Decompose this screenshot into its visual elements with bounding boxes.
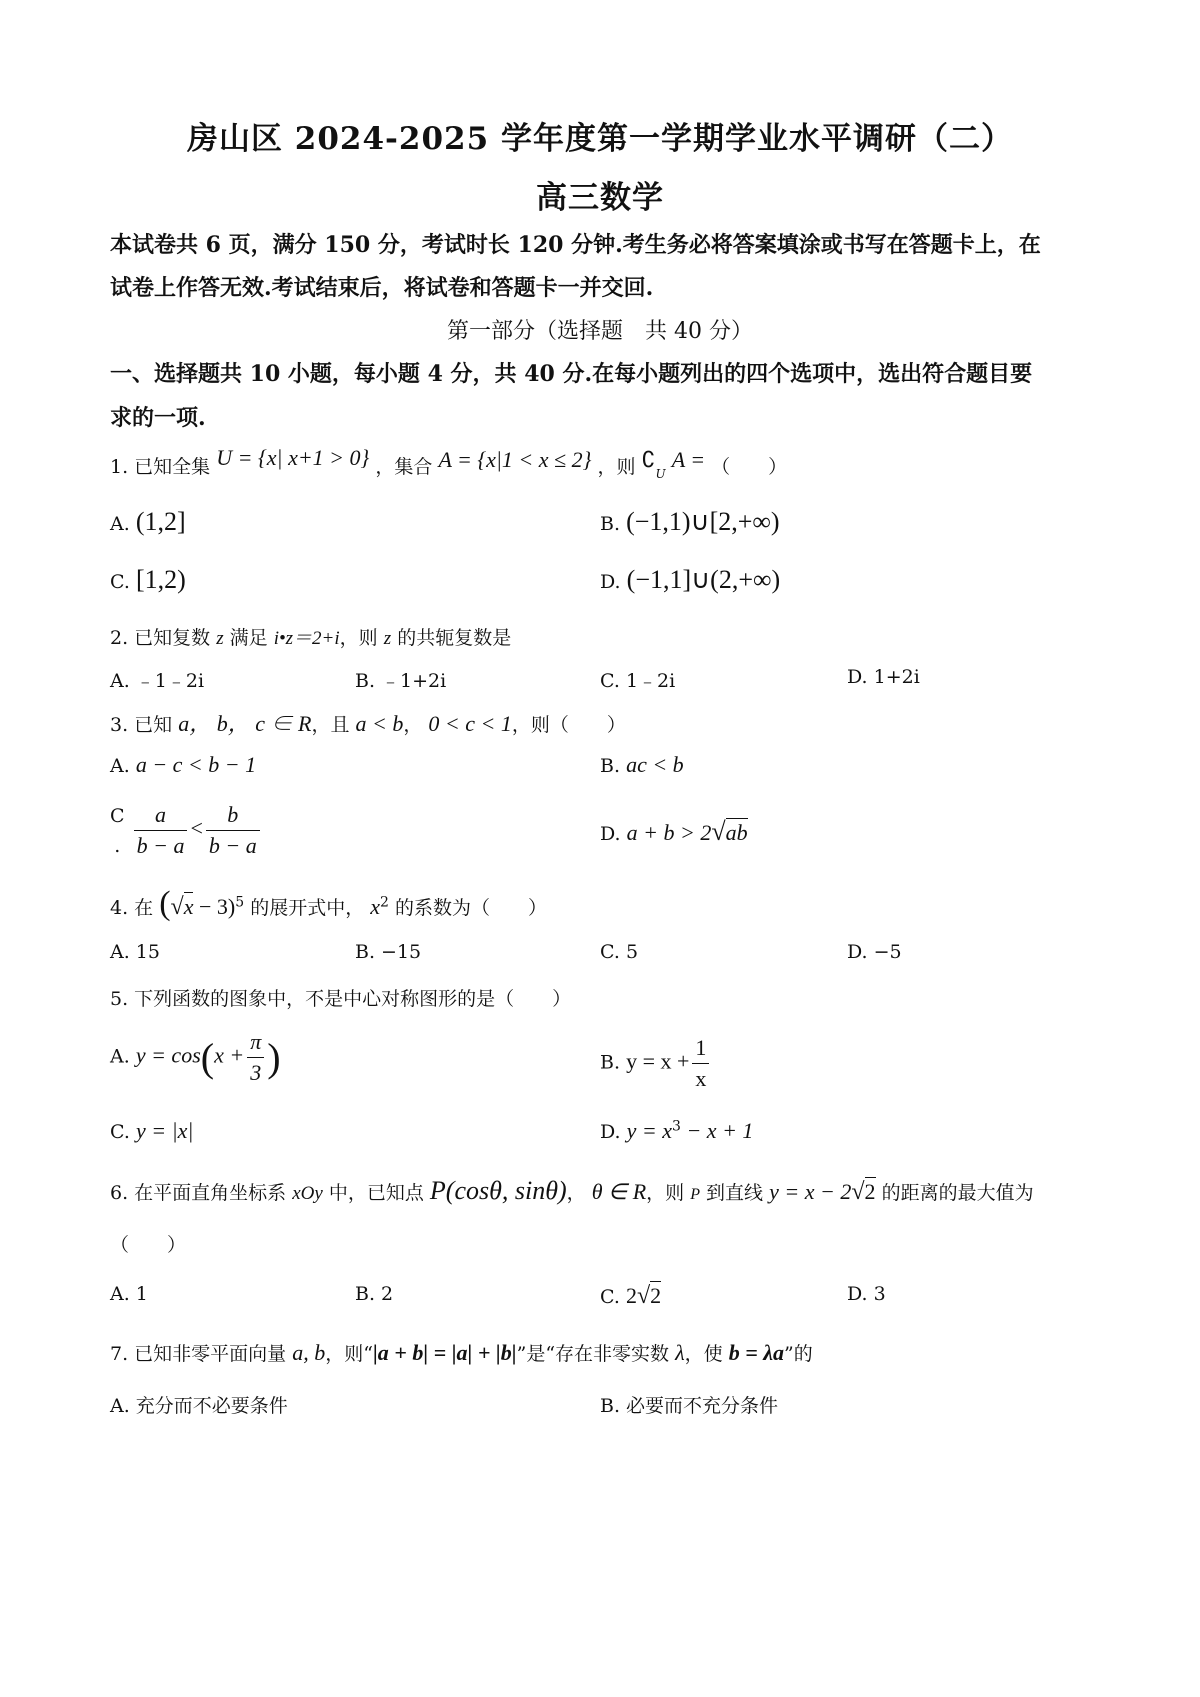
exam-title: 房山区 2024-2025 学年度第一学期学业水平调研（二） <box>186 121 1013 157</box>
q2-option-b[interactable]: B. ﹣1+2i <box>355 670 447 692</box>
q3-option-d[interactable]: D. a + b > 2√ab <box>600 817 748 846</box>
q3-stem: 3. 已知 a， b， c ∈ R，且 a < b， 0 < c < 1，则（ ） <box>110 711 626 736</box>
q6-option-a[interactable]: A. 1 <box>110 1283 148 1305</box>
q2-option-c[interactable]: C. 1﹣2i <box>600 670 676 692</box>
q6-option-c[interactable]: C. 2√2 <box>600 1283 662 1309</box>
q3-option-a[interactable]: A. a − c < b − 1 <box>110 752 257 777</box>
part1-desc-line-1: 一、选择题共 10 小题，每小题 4 分，共 40 分.在每小题列出的四个选项中，选出符合题目要 <box>110 361 1033 387</box>
q3-option-b[interactable]: B. ac < b <box>600 752 684 777</box>
q2-stem: 2. 已知复数 z 满足 i•z＝2+i，则 z 的共轭复数是 <box>110 627 512 649</box>
q7-option-b[interactable]: B. 必要而不充分条件 <box>600 1395 779 1417</box>
q5-option-d[interactable]: D. $y = x^3 - x + 1$ <box>600 1118 754 1143</box>
q7-stem: 7. 已知非零平面向量 a, b，则“|a + b| = |a| + |b|”是“存在非零实数 λ，使 b = λa”的 <box>110 1340 813 1365</box>
q5-option-b[interactable]: B. y = x + $\frac{1}{x}$ <box>600 1033 712 1094</box>
q2-option-d[interactable]: D. 1+2i <box>847 666 920 688</box>
q4-option-b[interactable]: B. −15 <box>355 941 422 963</box>
q4-stem: 4. 在 $(√x - 3)^5$ 的展开式中， $x^2$ 的系数为（ ） <box>110 885 547 922</box>
q1-complement-symbol: ∁ <box>641 447 656 472</box>
q6-paren: （ ） <box>110 1234 187 1256</box>
instructions-line-2: 试卷上作答无效.考试结束后，将试卷和答题卡一并交回. <box>110 275 654 301</box>
q5-option-c[interactable]: C. y = |x| <box>110 1118 194 1143</box>
q4-option-a[interactable]: A. 15 <box>110 941 160 963</box>
q1-complement-set: A = <box>671 447 706 472</box>
q1-option-a[interactable]: A. (1,2] <box>110 507 186 536</box>
q4-option-d[interactable]: D. −5 <box>847 941 902 963</box>
exam-subtitle: 高三数学 <box>536 180 664 216</box>
q1-option-c[interactable]: C. [1,2) <box>110 565 186 594</box>
part1-desc-line-2: 求的一项. <box>110 405 206 431</box>
q1-stem: 1. 已知全集 U = {x| x+1 > 0} ，集合 A = {x|1 < x ≤ 2} ，则 $∁_U$ A = （ ） <box>110 445 788 481</box>
q6-option-d[interactable]: D. 3 <box>847 1283 886 1305</box>
q6-stem: 6. 在平面直角坐标系 xOy 中，已知点 P(cosθ, sinθ)， θ ∈ R，则 P 到直线 y = x − 2√2 的距离的最大值为 <box>110 1176 1034 1205</box>
q2-option-a[interactable]: A. ﹣1﹣2i <box>110 670 205 692</box>
q1-option-b[interactable]: B. (−1,1)∪[2,+∞) <box>600 507 780 536</box>
q5-stem: 5. 下列函数的图象中，不是中心对称图形的是（ ） <box>110 988 572 1010</box>
q1-set-a: A = {x|1 < x ≤ 2} <box>438 447 592 472</box>
part1-heading: 第一部分（选择题 共 40 分） <box>447 319 753 344</box>
q7-option-a[interactable]: A. 充分而不必要条件 <box>110 1395 288 1417</box>
q4-option-c[interactable]: C. 5 <box>600 941 639 963</box>
instructions-line-1: 本试卷共 6 页，满分 150 分，考试时长 120 分钟.考生务必将答案填涂或书写在答题卡上，在 <box>110 232 1041 258</box>
q3-option-c[interactable]: C . $\frac{a}{b - a}$ < $\frac{b}{b - a}$ <box>110 800 263 861</box>
q1-set-u: U = {x| x+1 > 0} <box>216 445 370 470</box>
q5-option-a[interactable]: A. y = cos(x + $\frac{\pi}{3}$ ) <box>110 1029 281 1085</box>
q1-option-d[interactable]: D. (−1,1]∪(2,+∞) <box>600 565 781 594</box>
q6-option-b[interactable]: B. 2 <box>355 1283 394 1305</box>
